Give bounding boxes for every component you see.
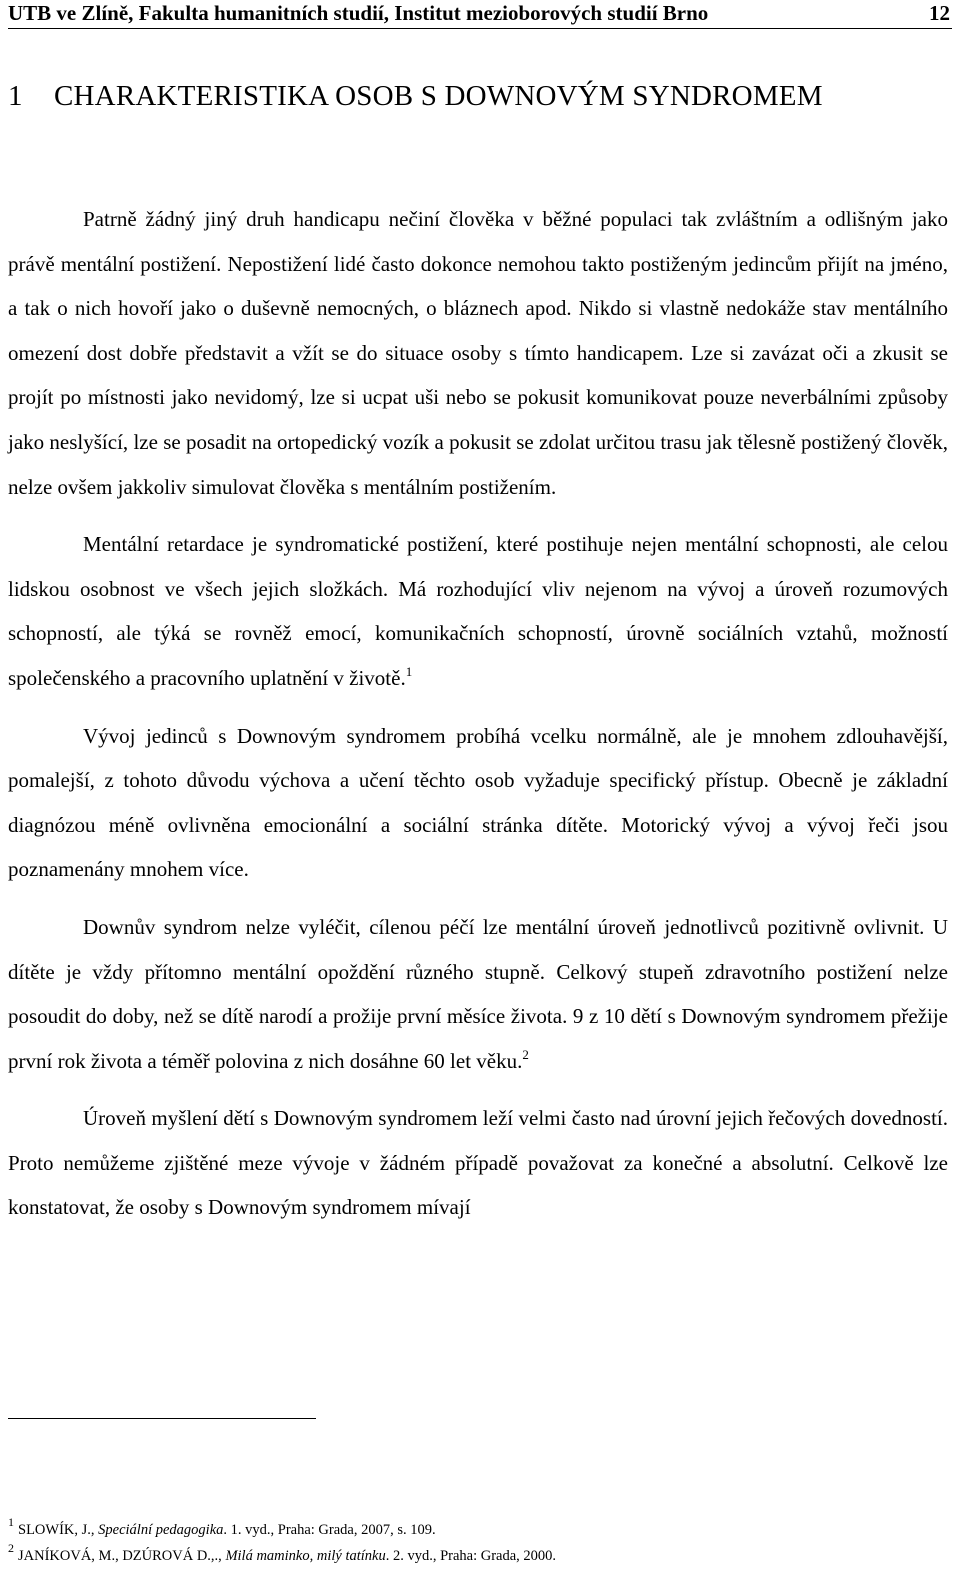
paragraph: Úroveň myšlení dětí s Downovým syndromem leží velmi často nad úrovní jejich řečových dovedností. Proto nemůžeme zjištěné meze vývoje v žádném případě považovat za konečné a absolutní. Celkově lze konstatovat, že osoby s Downovým syndromem mívají: [8, 1106, 948, 1220]
footnote-ref[interactable]: 2: [522, 1046, 529, 1062]
footnote-number: 2: [8, 1541, 14, 1555]
paragraph: Vývoj jedinců s Downovým syndromem probíhá vcelku normálně, ale je mnohem zdlouhavější, pomalejší, z tohoto důvodu výchova a učení těchto osob vyžaduje specifický přístup. Obecně je základní diagnózou méně ovlivněna emocionální a sociální stránka dítěte. Motorický vývoj a vývoj řeči jsou poznamenány mnohem více.: [8, 723, 948, 882]
book-title: Speciální pedagogika: [98, 1522, 224, 1538]
footnote: $^1$ SLOWÍK, J., Speciální pedagogika. 1. vyd., Praha: Grada, 2007, s. 109.: [8, 1515, 436, 1538]
footnote: $^2$ JANÍKOVÁ, M., DZÚROVÁ D.,., Milá maminko, milý tatínku. 2. vyd., Praha: Grada, 2000.: [8, 1541, 557, 1564]
chapter-title: CHARAKTERISTIKA OSOB S DOWNOVÝM SYNDROMEM: [54, 80, 823, 112]
paragraph: Mentální retardace je syndromatické postižení, které postihuje nejen mentální schopnosti, ale celou lidskou osobnost ve všech jejich složkách. Má rozhodující vliv nejenom na vývoj a úroveň rozumových schopností, ale týká se rovněž emocí, komunikačních schopností, úrovně sociálních vztahů, možností společenského a pracovního uplatnění v životě.$^1$: [8, 532, 948, 690]
page-header: [8, 0, 952, 29]
page-number: 12: [929, 1, 950, 25]
footnote-number: 1: [8, 1515, 14, 1529]
chapter-number: 1: [8, 80, 23, 112]
footnote-ref[interactable]: 1: [405, 663, 413, 679]
chapter-heading: [8, 78, 823, 114]
paragraph: Downův syndrom nelze vyléčit, cílenou péčí lze mentální úroveň jednotlivců pozitivně ovlivnit. U dítěte je vždy přítomno mentální opoždění různého stupně. Celkový stupeň zdravotního postižení nelze posoudit do doby, než se dítě narodí a prožije první měsíce života. 9 z 10 dětí s Downovým syndromem přežije první rok života a téměř polovina z nich dosáhne 60 let věku.$^2$: [8, 914, 948, 1073]
body-text: [8, 197, 948, 1243]
book-title: Milá maminko, milý tatínku: [225, 1548, 386, 1564]
footnotes: [8, 1517, 556, 1569]
header-title: UTB ve Zlíně, Fakulta humanitních studií, Institut mezioborových studií Brno: [8, 1, 709, 25]
paragraph: Patrně žádný jiný druh handicapu nečiní člověka v běžné populaci tak zvláštním a odlišným jako právě mentální postižení. Nepostižení lidé často dokonce nemohou takto postiženým jedincům přijít na jméno, a tak o nich hovoří jako o duševně nemocných, o bláznech apod. Nikdo si vlastně nedokáže stav mentálního omezení dost dobře představit a vžít se do situace osoby s tímto handicapem. Lze si zavázat oči a zkusit se projít po místnosti jako nevidomý, lze si ucpat uši nebo se pokusit komunikovat pouze neverbálními způsoby jako neslyšící, lze se posadit na ortopedický vozík a pokusit se zdolat určitou trasu jak tělesně postižený člověk, nelze ovšem jakkoliv simulovat člověka s mentálním postižením.: [8, 207, 948, 499]
footnote-separator: [8, 1418, 316, 1419]
